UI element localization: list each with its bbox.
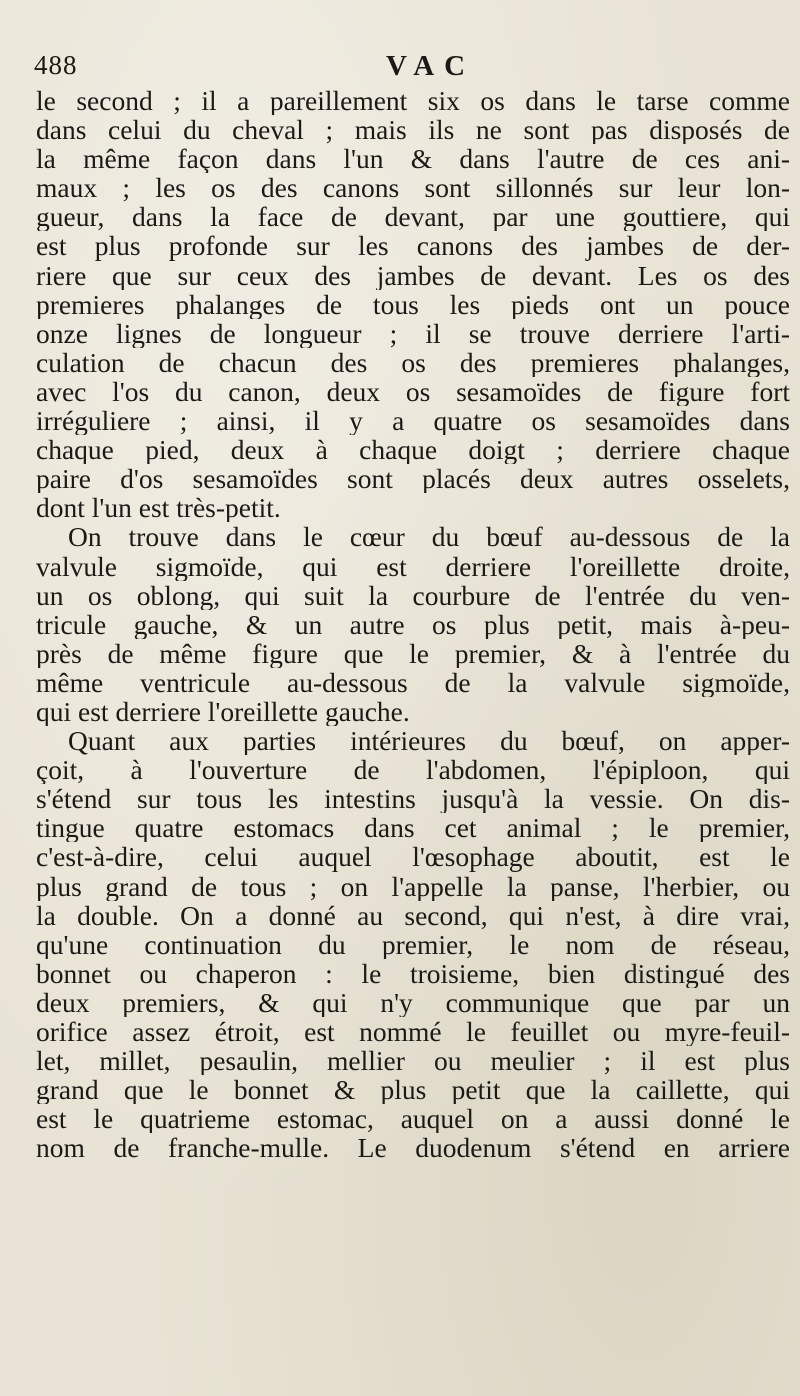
text-line: bonnet ou chaperon : le troisieme, bien distingué des (36, 958, 790, 988)
text-line: maux ; les os des canons sont sillonnés sur leur lon- (36, 173, 790, 203)
text-line: c'est-à-dire, celui auquel l'œsophage aboutit, est le (36, 842, 790, 872)
text-line: deux premiers, & qui n'y communique que par un (36, 987, 790, 1017)
text-line: irréguliere ; ainsi, il y a quatre os sesamoïdes dans (36, 406, 790, 436)
text-line: onze lignes de longueur ; il se trouve derriere l'arti- (36, 318, 790, 348)
text-line: culation de chacun des os des premieres phalanges, (36, 347, 790, 377)
paragraph-end-line: dont l'un est très-petit. (36, 493, 281, 523)
text-line: la double. On a donné au second, qui n'est, à dire vrai, (36, 900, 790, 930)
text-line: est le quatrieme estomac, auquel on a aussi donné le (36, 1104, 790, 1134)
text-line: grand que le bonnet & plus petit que la caillette, qui (36, 1075, 790, 1105)
text-line: orifice assez étroit, est nommé le feuillet ou myre-feuil- (36, 1017, 790, 1047)
text-line: plus grand de tous ; on l'appelle la panse, l'herbier, ou (36, 871, 790, 901)
text-line: s'étend sur tous les intestins jusqu'à la vessie. On dis- (36, 784, 790, 814)
text-line: un os oblong, qui suit la courbure de l'entrée du ven- (36, 580, 790, 610)
text-line: la même façon dans l'un & dans l'autre de ces ani- (36, 144, 790, 174)
text-line: riere que sur ceux des jambes de devant. Les os des (36, 260, 790, 290)
text-line: nom de franche-mulle. Le duodenum s'étend en arriere (36, 1133, 790, 1163)
text-line: même ventricule au-dessous de la valvule sigmoïde, (36, 667, 790, 697)
text-line: gueur, dans la face de devant, par une gouttiere, qui (36, 202, 790, 232)
text-line: çoit, à l'ouverture de l'abdomen, l'épiploon, qui (36, 755, 790, 785)
text-line: valvule sigmoïde, qui est derriere l'oreillette droite, (36, 551, 790, 581)
body-text (36, 86, 790, 1162)
text-line: paire d'os sesamoïdes sont placés deux autres osselets, (36, 464, 790, 494)
text-line: près de même figure que le premier, & à l'entrée du (36, 638, 790, 668)
paragraph-end-line: qui est derriere l'oreillette gauche. (36, 696, 410, 727)
text-line: dans celui du cheval ; mais ils ne sont pas disposés de (36, 115, 790, 145)
text-line: qu'une continuation du premier, le nom de réseau, (36, 929, 790, 959)
page-number: 488 (34, 50, 78, 80)
text-line: chaque pied, deux à chaque doigt ; derriere chaque (36, 435, 790, 465)
text-line: tricule gauche, & un autre os plus petit, mais à-peu- (36, 609, 790, 639)
paragraph-start-line: On trouve dans le cœur du bœuf au-dessous de la (68, 522, 790, 552)
text-line: premieres phalanges de tous les pieds ont un pouce (36, 289, 790, 319)
text-line: let, millet, pesaulin, mellier ou meulier ; il est plus (36, 1046, 790, 1076)
text-line: le second ; il a pareillement six os dans le tarse comme (36, 86, 790, 116)
text-line: avec l'os du canon, deux os sesamoïdes de figure fort (36, 376, 790, 407)
text-line: est plus profonde sur les canons des jambes de der- (36, 231, 790, 261)
text-line: tingue quatre estomacs dans cet animal ; le premier, (36, 813, 790, 843)
paragraph-start-line: Quant aux parties intérieures du bœuf, on apper- (68, 726, 790, 756)
running-head: VAC (386, 50, 476, 82)
